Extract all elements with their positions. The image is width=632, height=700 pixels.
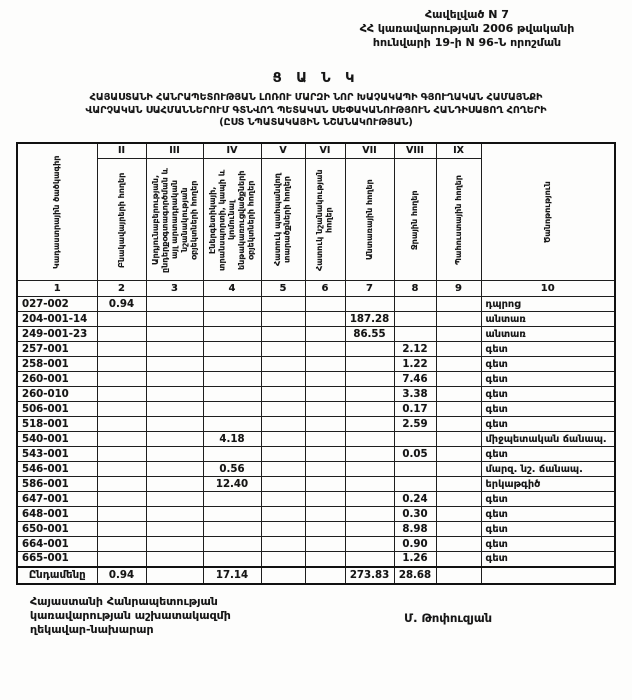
- note-cell: գետ: [481, 522, 615, 537]
- value-cell: 17.14: [203, 567, 261, 584]
- column-number-cell: 10: [481, 281, 615, 297]
- signature-name: Մ. Թոփուզյան: [404, 610, 492, 625]
- code-cell: 648-001: [17, 507, 97, 522]
- note-cell: երկաթգիծ: [481, 477, 615, 492]
- value-cell: [146, 342, 203, 357]
- value-cell: [146, 432, 203, 447]
- note-cell: գետ: [481, 417, 615, 432]
- value-cell: [97, 312, 146, 327]
- value-cell: [305, 522, 345, 537]
- value-cell: [261, 567, 305, 584]
- column-number-cell: 3: [146, 281, 203, 297]
- value-cell: [146, 297, 203, 312]
- column-label-cell: Պահուստային հողեր: [436, 159, 481, 281]
- roman-numeral-cell: IV: [203, 143, 261, 159]
- code-cell: 586-001: [17, 477, 97, 492]
- appendix-header: [302, 8, 632, 49]
- code-cell: 260-010: [17, 387, 97, 402]
- value-cell: [345, 492, 394, 507]
- signatory-line3: ղեկավար-նախարար: [30, 623, 154, 637]
- value-cell: [436, 552, 481, 567]
- value-cell: 0.05: [394, 447, 436, 462]
- note-cell: գետ: [481, 357, 615, 372]
- note-column-header: Ծանոթություն: [542, 181, 552, 243]
- value-cell: [394, 327, 436, 342]
- table-row: [17, 522, 615, 537]
- value-cell: [436, 492, 481, 507]
- note-cell: գետ: [481, 447, 615, 462]
- value-cell: [345, 372, 394, 387]
- value-cell: [203, 312, 261, 327]
- value-cell: 0.90: [394, 537, 436, 552]
- value-cell: [345, 432, 394, 447]
- value-cell: [97, 387, 146, 402]
- value-cell: [436, 372, 481, 387]
- document-footer: [16, 595, 616, 638]
- value-cell: [436, 432, 481, 447]
- value-cell: [261, 372, 305, 387]
- value-cell: [345, 477, 394, 492]
- value-cell: [203, 402, 261, 417]
- value-cell: [146, 567, 203, 584]
- value-cell: [345, 537, 394, 552]
- value-cell: [261, 417, 305, 432]
- value-cell: [146, 312, 203, 327]
- value-cell: [436, 537, 481, 552]
- note-cell: գետ: [481, 552, 615, 567]
- value-cell: [305, 312, 345, 327]
- roman-numeral-cell: II: [97, 143, 146, 159]
- roman-numeral-cell: VII: [345, 143, 394, 159]
- value-cell: [97, 372, 146, 387]
- value-cell: [146, 462, 203, 477]
- value-cell: [261, 357, 305, 372]
- column-number-row: [17, 281, 615, 297]
- value-cell: [203, 522, 261, 537]
- table-row: [17, 507, 615, 522]
- note-cell: գետ: [481, 537, 615, 552]
- value-cell: [261, 402, 305, 417]
- value-cell: 2.12: [394, 342, 436, 357]
- value-cell: [394, 462, 436, 477]
- code-cell: 257-001: [17, 342, 97, 357]
- value-cell: [436, 312, 481, 327]
- note-cell: միջպետական ճանապ.: [481, 432, 615, 447]
- total-label-cell: Ընդամենը: [17, 567, 97, 584]
- table-row: [17, 387, 615, 402]
- value-cell: [146, 537, 203, 552]
- value-cell: [203, 552, 261, 567]
- value-cell: [261, 492, 305, 507]
- value-cell: [436, 387, 481, 402]
- value-cell: [97, 552, 146, 567]
- value-cell: [261, 447, 305, 462]
- value-cell: [305, 432, 345, 447]
- note-cell: գետ: [481, 372, 615, 387]
- appendix-number: Հավելված N 7: [425, 8, 509, 21]
- value-cell: [305, 297, 345, 312]
- roman-numeral-cell: V: [261, 143, 305, 159]
- cadastral-code-header: Կադաստրային ծածկագիր: [52, 155, 62, 269]
- value-cell: [345, 522, 394, 537]
- value-cell: [97, 477, 146, 492]
- value-cell: [97, 447, 146, 462]
- value-cell: [97, 327, 146, 342]
- value-cell: [305, 402, 345, 417]
- value-cell: [436, 477, 481, 492]
- column-number-cell: 2: [97, 281, 146, 297]
- column-label-cell: Անտառային հողեր: [345, 159, 394, 281]
- value-cell: [305, 477, 345, 492]
- value-cell: [436, 327, 481, 342]
- table-row: [17, 552, 615, 567]
- code-cell: 665-001: [17, 552, 97, 567]
- table-row: [17, 477, 615, 492]
- roman-numeral-cell: III: [146, 143, 203, 159]
- value-cell: [97, 417, 146, 432]
- value-cell: [146, 447, 203, 462]
- value-cell: [305, 327, 345, 342]
- code-cell: 518-001: [17, 417, 97, 432]
- value-cell: [146, 507, 203, 522]
- note-cell: գետ: [481, 507, 615, 522]
- table-row: [17, 432, 615, 447]
- decision-reference-line2: հունվարի 19-ի N 96-Ն որոշման: [372, 35, 562, 49]
- value-cell: [97, 462, 146, 477]
- value-cell: [345, 387, 394, 402]
- column-number-cell: 5: [261, 281, 305, 297]
- value-cell: [146, 402, 203, 417]
- value-cell: 8.98: [394, 522, 436, 537]
- value-cell: [261, 342, 305, 357]
- column-number-cell: 1: [17, 281, 97, 297]
- value-cell: [261, 477, 305, 492]
- page-title: Ց Ա Ն Կ: [272, 71, 360, 87]
- table-row: [17, 372, 615, 387]
- value-cell: 1.26: [394, 552, 436, 567]
- table-row: [17, 537, 615, 552]
- value-cell: 86.55: [345, 327, 394, 342]
- code-cell: 546-001: [17, 462, 97, 477]
- value-cell: 2.59: [394, 417, 436, 432]
- value-cell: 273.83: [345, 567, 394, 584]
- value-cell: [345, 402, 394, 417]
- column-label-cell: Էներգետիկայի, տրանսպորտի, կապի և կոմունալ ենթակառուցվածքների օբյեկտների հողեր: [203, 159, 261, 281]
- value-cell: [203, 417, 261, 432]
- value-cell: [203, 372, 261, 387]
- value-cell: [203, 447, 261, 462]
- value-cell: [203, 387, 261, 402]
- value-cell: [305, 342, 345, 357]
- value-cell: [436, 462, 481, 477]
- value-cell: [436, 447, 481, 462]
- value-cell: 12.40: [203, 477, 261, 492]
- note-cell: դպրոց: [481, 297, 615, 312]
- column-number-cell: 8: [394, 281, 436, 297]
- table-body: [17, 297, 615, 584]
- value-cell: [97, 492, 146, 507]
- value-cell: [436, 567, 481, 584]
- value-cell: [436, 342, 481, 357]
- table-row: [17, 312, 615, 327]
- column-number-cell: 4: [203, 281, 261, 297]
- value-cell: [203, 507, 261, 522]
- value-cell: 28.68: [394, 567, 436, 584]
- code-cell: 540-001: [17, 432, 97, 447]
- document-subtitle: [16, 92, 616, 129]
- value-cell: [97, 507, 146, 522]
- code-cell: 204-001-14: [17, 312, 97, 327]
- value-cell: [146, 522, 203, 537]
- value-cell: 0.56: [203, 462, 261, 477]
- value-cell: [261, 432, 305, 447]
- value-cell: [146, 387, 203, 402]
- value-cell: 0.94: [97, 567, 146, 584]
- value-cell: [345, 447, 394, 462]
- column-label-cell: Հատուկ պահպանվող տարածքների հողեր: [261, 159, 305, 281]
- note-cell: մարզ. նշ. ճանապ.: [481, 462, 615, 477]
- subtitle-line3: (ԸՍՏ ՆՊԱՏԱԿԱՅԻՆ ՆՇԱՆԱԿՈՒԹՅԱՆ): [219, 117, 413, 129]
- column-label-cell: Արդյունաբերության, ընդերքօգտագործման և այլ արտադրական նշանակության օբյեկտների հողեր: [146, 159, 203, 281]
- corner-header-cell: [17, 143, 97, 281]
- value-cell: [146, 492, 203, 507]
- code-cell: 027-002: [17, 297, 97, 312]
- value-cell: [146, 372, 203, 387]
- value-cell: [305, 537, 345, 552]
- note-header-cell: [481, 143, 615, 281]
- value-cell: [394, 432, 436, 447]
- code-cell: 664-001: [17, 537, 97, 552]
- value-cell: [261, 522, 305, 537]
- value-cell: [146, 357, 203, 372]
- code-cell: 647-001: [17, 492, 97, 507]
- value-cell: [261, 507, 305, 522]
- value-cell: [203, 342, 261, 357]
- roman-numeral-cell: IX: [436, 143, 481, 159]
- code-cell: 249-001-23: [17, 327, 97, 342]
- signatory-title-block: [30, 595, 231, 638]
- value-cell: [261, 462, 305, 477]
- note-cell: [481, 567, 615, 584]
- note-cell: անտառ: [481, 327, 615, 342]
- code-cell: 258-001: [17, 357, 97, 372]
- value-cell: [203, 492, 261, 507]
- value-cell: [345, 462, 394, 477]
- value-cell: [436, 297, 481, 312]
- code-cell: 543-001: [17, 447, 97, 462]
- value-cell: 0.94: [97, 297, 146, 312]
- column-number-cell: 9: [436, 281, 481, 297]
- note-cell: գետ: [481, 492, 615, 507]
- value-cell: [97, 522, 146, 537]
- value-cell: [97, 432, 146, 447]
- value-cell: [345, 357, 394, 372]
- value-cell: 3.38: [394, 387, 436, 402]
- value-cell: [436, 522, 481, 537]
- value-cell: [203, 357, 261, 372]
- value-cell: [436, 402, 481, 417]
- note-cell: գետ: [481, 387, 615, 402]
- code-cell: 260-001: [17, 372, 97, 387]
- table-row: [17, 462, 615, 477]
- column-label-cell: Բնակավայրերի հողեր: [97, 159, 146, 281]
- value-cell: 0.24: [394, 492, 436, 507]
- signatory-line1: Հայաստանի Հանրապետության: [30, 594, 218, 608]
- table-row: [17, 402, 615, 417]
- signatory-line2: կառավարության աշխատակազմի: [30, 608, 231, 622]
- column-label-cell: Ջրային հողեր: [394, 159, 436, 281]
- value-cell: [261, 552, 305, 567]
- value-cell: [345, 507, 394, 522]
- value-cell: [436, 507, 481, 522]
- value-cell: [305, 567, 345, 584]
- value-cell: [97, 357, 146, 372]
- table-row: [17, 357, 615, 372]
- table-row: [17, 342, 615, 357]
- value-cell: 7.46: [394, 372, 436, 387]
- column-number-cell: 7: [345, 281, 394, 297]
- value-cell: [345, 297, 394, 312]
- land-registry-table: [16, 142, 616, 585]
- value-cell: [305, 387, 345, 402]
- value-cell: [97, 537, 146, 552]
- value-cell: [305, 462, 345, 477]
- value-cell: [261, 297, 305, 312]
- value-cell: [261, 312, 305, 327]
- value-cell: [261, 327, 305, 342]
- value-cell: [97, 342, 146, 357]
- value-cell: [394, 312, 436, 327]
- column-number-cell: 6: [305, 281, 345, 297]
- value-cell: 187.28: [345, 312, 394, 327]
- column-label-cell: Հատուկ նշանակության հողեր: [305, 159, 345, 281]
- value-cell: [305, 447, 345, 462]
- value-cell: [436, 357, 481, 372]
- value-cell: [146, 417, 203, 432]
- value-cell: [146, 552, 203, 567]
- note-cell: անտառ: [481, 312, 615, 327]
- roman-numeral-cell: VI: [305, 143, 345, 159]
- subtitle-line2: ՎԱՐՉԱԿԱՆ ՍԱՀՄԱՆՆԵՐՈՒՄ ԳՏՆՎՈՂ ՊԵՏԱԿԱՆ ՍԵՓԱԿԱՆՈՒԹՅՈՒՆ ՀԱՆԴԻՍԱՑՈՂ ՀՈՂԵՐԻ: [85, 104, 547, 116]
- note-cell: գետ: [481, 342, 615, 357]
- code-cell: 650-001: [17, 522, 97, 537]
- table-row: [17, 327, 615, 342]
- value-cell: [305, 552, 345, 567]
- value-cell: [146, 327, 203, 342]
- value-cell: [203, 537, 261, 552]
- value-cell: [436, 417, 481, 432]
- value-cell: [305, 417, 345, 432]
- value-cell: [261, 387, 305, 402]
- value-cell: 0.17: [394, 402, 436, 417]
- table-row: [17, 297, 615, 312]
- value-cell: [97, 402, 146, 417]
- table-header: [17, 143, 615, 297]
- total-row: [17, 567, 615, 584]
- roman-numeral-cell: VIII: [394, 143, 436, 159]
- value-cell: 4.18: [203, 432, 261, 447]
- value-cell: [203, 327, 261, 342]
- subtitle-line1: ՀԱՅԱՍՏԱՆԻ ՀԱՆՐԱՊԵՏՈՒԹՅԱՆ ԼՈՌՈՒ ՄԱՐԶԻ ՆՈՐ ԽԱՉԱԿԱՊԻ ԳՅՈՒՂԱԿԱՆ ՀԱՄԱՅՆՔԻ: [89, 92, 543, 104]
- value-cell: [261, 537, 305, 552]
- value-cell: [394, 477, 436, 492]
- value-cell: [305, 357, 345, 372]
- code-cell: 506-001: [17, 402, 97, 417]
- table-row: [17, 492, 615, 507]
- value-cell: [394, 297, 436, 312]
- value-cell: 0.30: [394, 507, 436, 522]
- table-row: [17, 447, 615, 462]
- value-cell: [345, 417, 394, 432]
- table-row: [17, 417, 615, 432]
- decision-reference-line1: ՀՀ կառավարության 2006 թվականի: [359, 21, 575, 35]
- value-cell: [305, 372, 345, 387]
- value-cell: 1.22: [394, 357, 436, 372]
- value-cell: [305, 492, 345, 507]
- value-cell: [345, 342, 394, 357]
- note-cell: գետ: [481, 402, 615, 417]
- value-cell: [146, 477, 203, 492]
- value-cell: [305, 507, 345, 522]
- value-cell: [203, 297, 261, 312]
- value-cell: [345, 552, 394, 567]
